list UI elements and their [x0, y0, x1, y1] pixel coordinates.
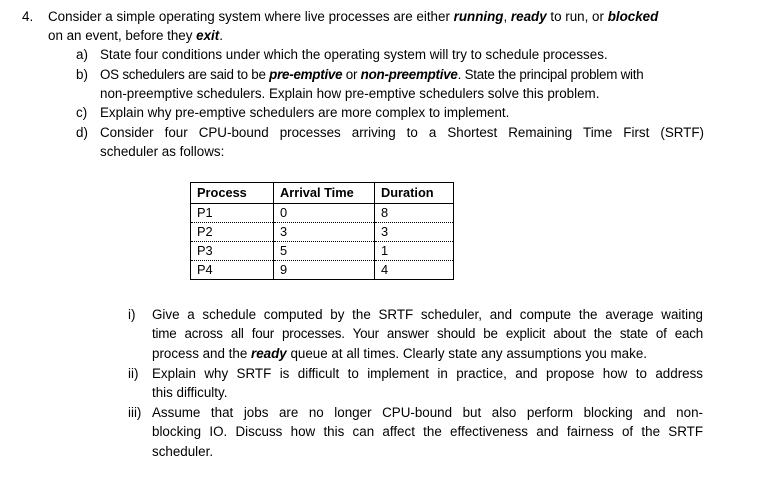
table-cell: 0	[274, 204, 375, 223]
intro-line-1	[48, 8, 658, 26]
item-b-line-1	[100, 66, 643, 84]
item-c-marker: c)	[76, 105, 88, 120]
item-c-text: Explain why pre-emptive schedulers are more complex to implement.	[100, 105, 510, 120]
intro-text: Consider a simple operating system where live processes are either	[48, 9, 454, 24]
item-iii-line-1: Assume that jobs are no longer CPU-bound but also perform blocking and non-	[152, 405, 703, 420]
term-preemptive: pre-emptive	[269, 67, 343, 82]
table-header: Arrival Time	[274, 183, 375, 204]
item-i-line-1: Give a schedule computed by the SRTF scheduler, and compute the average waiting	[152, 307, 703, 322]
item-iii-marker: iii)	[128, 405, 142, 420]
item-b-line-2: non-preemptive schedulers. Explain how pre-emptive schedulers solve this problem.	[100, 86, 600, 101]
term-running: running	[453, 9, 504, 24]
intro-text: to run, or	[546, 9, 608, 24]
item-b-text: . State the principal problem with	[457, 67, 644, 82]
table-cell: 8	[375, 204, 454, 223]
item-a-marker: a)	[76, 47, 88, 62]
table-cell: P3	[191, 242, 274, 261]
question-number: 4.	[22, 9, 34, 24]
table-cell: 1	[375, 242, 454, 261]
table-header-row	[191, 183, 454, 204]
table-cell: P4	[191, 261, 274, 280]
item-d-line-1: Consider four CPU-bound processes arriving to a Shortest Remaining Time First (SRTF)	[100, 125, 704, 140]
item-d-marker: d)	[76, 125, 88, 140]
intro-sep: ,	[503, 9, 511, 24]
item-ii-line-1: Explain why SRTF is difficult to implement in practice, and propose how to address	[152, 366, 703, 381]
term-exit: exit	[196, 28, 220, 43]
intro-line-2	[48, 27, 223, 45]
item-i-line-3	[152, 345, 647, 363]
table-cell: P1	[191, 204, 274, 223]
process-table	[190, 182, 454, 280]
item-i-text: process and the	[152, 346, 252, 361]
table-header: Process	[191, 183, 274, 204]
table-row	[191, 261, 454, 280]
table-cell: 5	[274, 242, 375, 261]
table-cell: P2	[191, 223, 274, 242]
item-iii-line-2: blocking IO. Discuss how this can affect the effectiveness and fairness of the SRTF	[152, 424, 703, 439]
item-i-marker: i)	[128, 307, 136, 322]
intro-text: .	[219, 28, 223, 43]
item-b-text: OS schedulers are said to be	[100, 67, 270, 82]
item-b-text: or	[342, 67, 361, 82]
item-b-marker: b)	[76, 67, 88, 82]
table-row	[191, 242, 454, 261]
item-ii-line-2: this difficulty.	[152, 385, 228, 400]
term-blocked: blocked	[607, 9, 659, 24]
intro-text: on an event, before they	[48, 28, 197, 43]
table-row	[191, 223, 454, 242]
term-non-preemptive: non-preemptive	[360, 67, 458, 82]
term-ready: ready	[510, 9, 547, 24]
term-ready: ready	[251, 346, 287, 361]
table-row	[191, 204, 454, 223]
item-i-line-2: time across all four processes. Your answer should be explicit about the state of each	[152, 326, 703, 341]
table-cell: 3	[274, 223, 375, 242]
item-i-text: queue at all times. Clearly state any assumptions you make.	[286, 346, 647, 361]
item-d-line-2: scheduler as follows:	[100, 144, 225, 159]
table-header: Duration	[375, 183, 454, 204]
table-cell: 4	[375, 261, 454, 280]
table-cell: 9	[274, 261, 375, 280]
item-a-text: State four conditions under which the operating system will try to schedule processes.	[100, 47, 608, 62]
item-ii-marker: ii)	[128, 366, 139, 381]
item-iii-line-3: scheduler.	[152, 444, 214, 459]
table-cell: 3	[375, 223, 454, 242]
